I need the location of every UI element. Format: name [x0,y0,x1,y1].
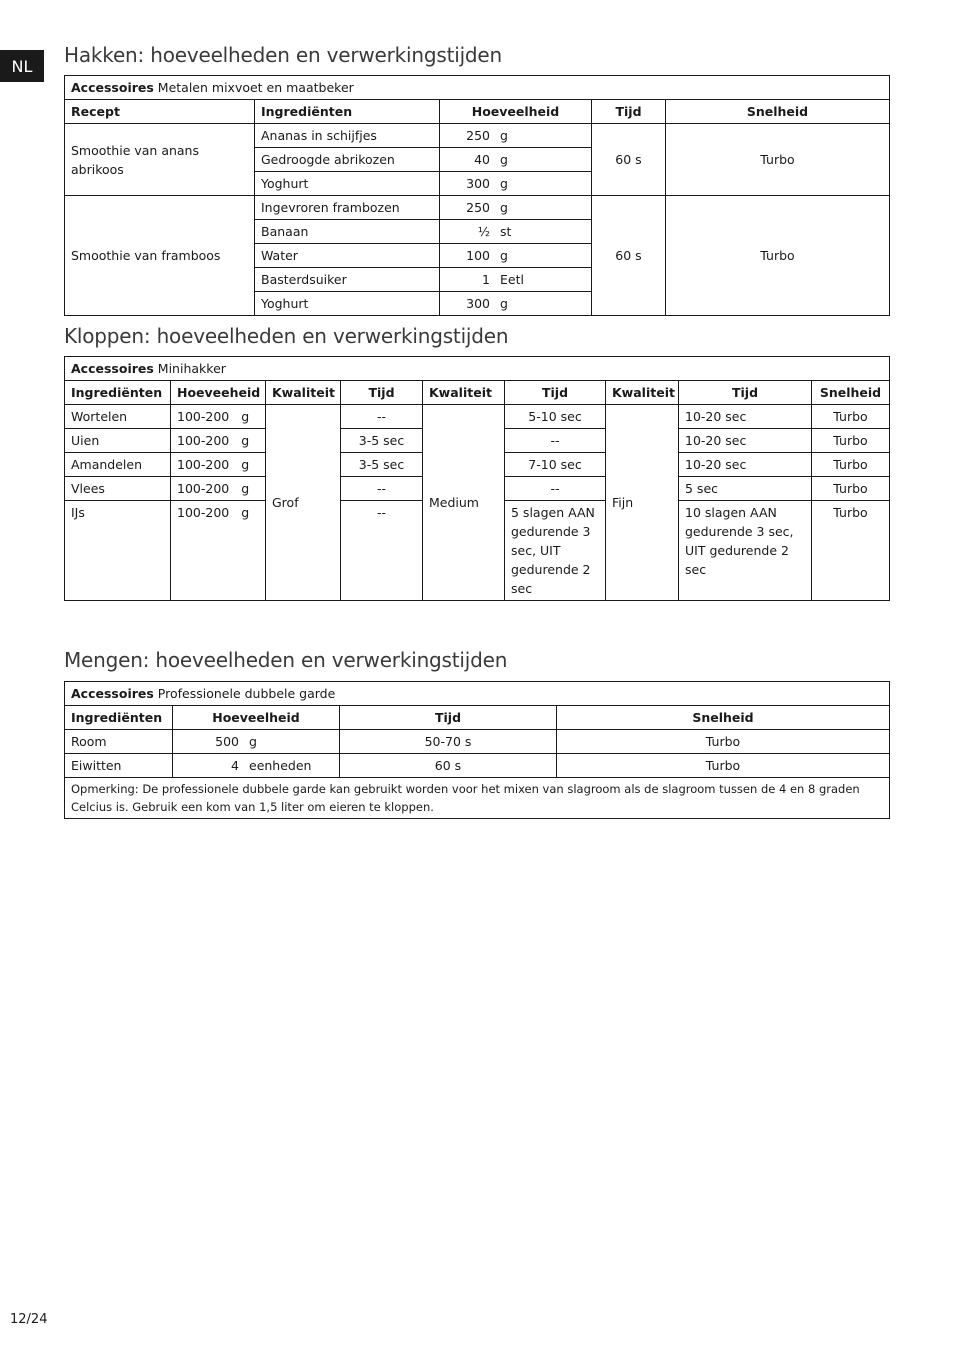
speed: Turbo [557,730,890,754]
speed: Turbo [812,501,890,601]
col-header-ingredienten: Ingrediënten [65,381,171,405]
hakken-title: Hakken: hoeveelheden en verwerkingstijden [64,43,503,67]
accessory-label: Accessoires [71,686,154,701]
ingredient: Uien [65,429,171,453]
quality-medium: Medium [423,405,505,601]
accessory-row [65,682,890,706]
time-coarse: -- [341,477,423,501]
quantity: 100-200 g [171,429,266,453]
kloppen-table [64,356,890,601]
quantity: ½ st [440,220,592,244]
quantity: 100-200 g [171,405,266,429]
ingredient: Banaan [255,220,440,244]
col-header-hoeveelheid: Hoeveelheid [440,100,592,124]
quantity: 250 g [440,196,592,220]
hakken-table [64,75,890,316]
speed: Turbo [812,405,890,429]
speed: Turbo [812,453,890,477]
remark-row [65,778,890,819]
language-label: NL [11,56,33,76]
table-row [65,124,890,148]
recipe-name: Smoothie van framboos [65,196,255,316]
time-fine: 10-20 sec [679,429,812,453]
speed: Turbo [812,429,890,453]
ingredient: Basterdsuiker [255,268,440,292]
table-row [65,730,890,754]
quantity: 4 eenheden [173,754,340,778]
time: 60 s [592,196,666,316]
accessory-row [65,76,890,100]
ingredient: IJs [65,501,171,601]
col-header-tijd: Tijd [340,706,557,730]
col-header-kwaliteit: Kwaliteit [606,381,679,405]
time-coarse: -- [341,501,423,601]
mengen-title: Mengen: hoeveelheden en verwerkingstijden [64,648,508,672]
time: 50-70 s [340,730,557,754]
time-coarse: -- [341,405,423,429]
accessory-value: Professionele dubbele garde [157,686,336,701]
quantity: 500 g [173,730,340,754]
col-header-kwaliteit: Kwaliteit [423,381,505,405]
mengen-table [64,681,890,819]
time-fine: 10 slagen AAN gedurende 3 sec, UIT gedurende 2 sec [679,501,812,601]
kloppen-title: Kloppen: hoeveelheden en verwerkingstijden [64,324,509,348]
col-header-tijd: Tijd [341,381,423,405]
speed: Turbo [557,754,890,778]
ingredient: Yoghurt [255,172,440,196]
col-header-kwaliteit: Kwaliteit [266,381,341,405]
time-fine: 5 sec [679,477,812,501]
time: 60 s [592,124,666,196]
time-coarse: 3-5 sec [341,429,423,453]
ingredient: Gedroogde abrikozen [255,148,440,172]
quantity: 100 g [440,244,592,268]
col-header-ingredienten: Ingrediënten [65,706,173,730]
quality-coarse: Grof [266,405,341,601]
quantity: 250 g [440,124,592,148]
ingredient: Room [65,730,173,754]
col-header-ingredienten: Ingrediënten [255,100,440,124]
col-header-tijd: Tijd [679,381,812,405]
quality-fine: Fijn [606,405,679,601]
speed: Turbo [666,124,890,196]
quantity: 1 Eetl [440,268,592,292]
time-medium: -- [505,477,606,501]
accessory-value: Metalen mixvoet en maatbeker [157,80,354,95]
quantity: 40 g [440,148,592,172]
col-header-recept: Recept [65,100,255,124]
time: 60 s [340,754,557,778]
header-row [65,100,890,124]
quantity: 300 g [440,292,592,316]
time-medium: -- [505,429,606,453]
col-header-snelheid: Snelheid [557,706,890,730]
col-header-hoeveelheid: Hoeveelheid [173,706,340,730]
accessory-value: Minihakker [157,361,226,376]
time-medium: 5 slagen AAN gedurende 3 sec, UIT gedurende 2 sec [505,501,606,601]
ingredient: Amandelen [65,453,171,477]
time-fine: 10-20 sec [679,405,812,429]
table-row [65,196,890,220]
ingredient: Eiwitten [65,754,173,778]
quantity: 100-200 g [171,501,266,601]
time-medium: 5-10 sec [505,405,606,429]
recipe-name: Smoothie van anans abrikoos [65,124,255,196]
col-header-hoeveelheid: Hoeveeheid [171,381,266,405]
table-row [65,405,890,429]
ingredient: Vlees [65,477,171,501]
ingredient: Water [255,244,440,268]
page-number: 12/24 [10,1312,48,1327]
header-row [65,381,890,405]
accessory-label: Accessoires [71,80,154,95]
quantity: 300 g [440,172,592,196]
speed: Turbo [812,477,890,501]
accessory-row [65,357,890,381]
col-header-snelheid: Snelheid [666,100,890,124]
time-coarse: 3-5 sec [341,453,423,477]
remark: Opmerking: De professionele dubbele garde kan gebruikt worden voor het mixen van slagroom als de slagroom tussen de 4 en 8 graden Celcius is. Gebruik een kom van 1,5 liter om eieren te kloppen. [65,778,890,819]
ingredient: Yoghurt [255,292,440,316]
quantity: 100-200 g [171,477,266,501]
time-fine: 10-20 sec [679,453,812,477]
ingredient: Ingevroren frambozen [255,196,440,220]
ingredient: Ananas in schijfjes [255,124,440,148]
col-header-tijd: Tijd [505,381,606,405]
quantity: 100-200 g [171,453,266,477]
col-header-tijd: Tijd [592,100,666,124]
col-header-snelheid: Snelheid [812,381,890,405]
header-row [65,706,890,730]
table-row [65,754,890,778]
ingredient: Wortelen [65,405,171,429]
speed: Turbo [666,196,890,316]
time-medium: 7-10 sec [505,453,606,477]
language-tab [0,50,44,82]
accessory-label: Accessoires [71,361,154,376]
